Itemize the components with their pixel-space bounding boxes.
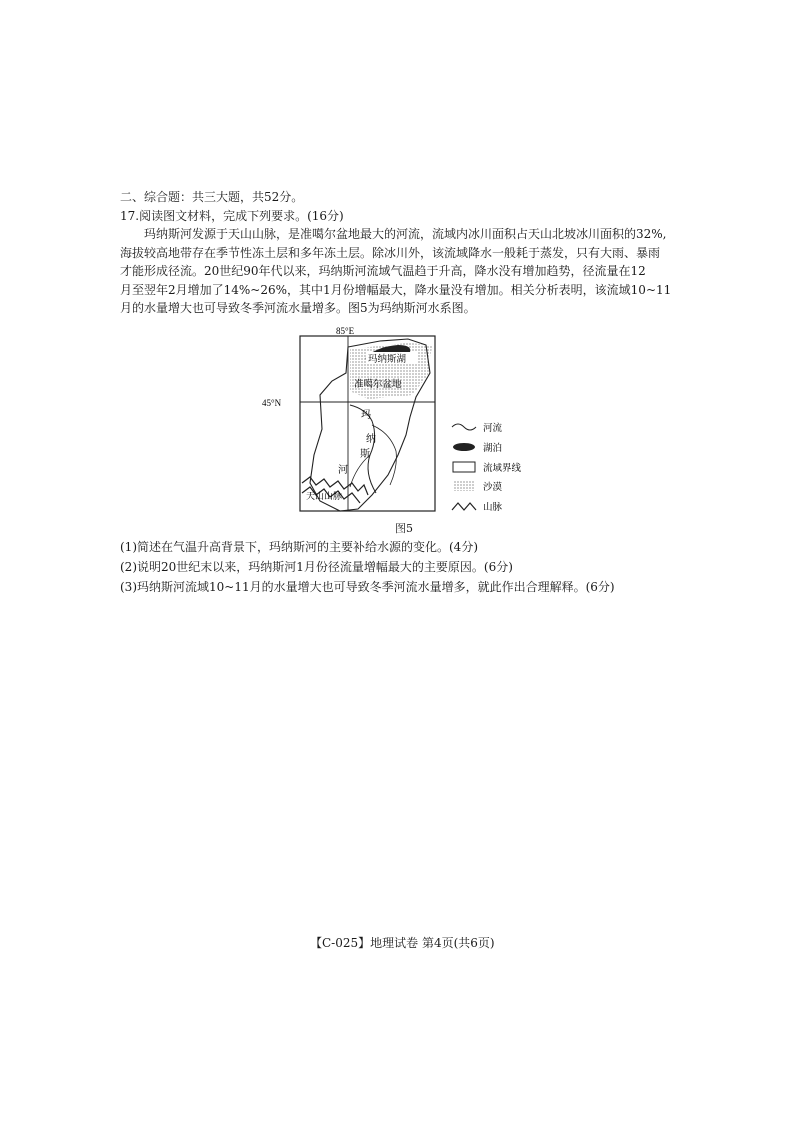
manas-river-map	[262, 325, 540, 520]
mountain-label: 天山山脉	[306, 492, 343, 502]
legend-river-icon	[452, 424, 476, 430]
river-label-char: 纳	[366, 434, 376, 445]
legend-desert-icon	[453, 481, 475, 491]
legend-river: 河流	[483, 423, 503, 434]
legend-desert: 沙漠	[483, 482, 503, 493]
section-title: 二、综合题：共三大题，共52分。	[120, 190, 304, 204]
passage	[120, 225, 672, 318]
page-footer: 【C-025】地理试卷 第4页(共6页)	[310, 936, 495, 950]
legend-lake: 湖泊	[483, 443, 503, 454]
passage-line: 月的水量增大也可导致冬季河流水量增多。图5为玛纳斯河水系图。	[120, 301, 476, 315]
legend-boundary-icon	[453, 462, 475, 472]
legend-lake-icon	[453, 443, 475, 451]
question-3: (3)玛纳斯河流域10~11月的水量增大也可导致冬季河流水量增多，就此作出合理解释。(6分)	[120, 580, 615, 594]
latitude-label: 45°N	[262, 398, 282, 408]
passage-line: 玛纳斯河发源于天山山脉，是准噶尔盆地最大的河流，流域内冰川面积占天山北坡冰川面积的32%,	[144, 227, 667, 241]
longitude-label: 85°E	[336, 326, 355, 336]
figure-caption: 图5	[395, 522, 413, 535]
map-legend	[452, 422, 522, 513]
passage-line: 月至翌年2月增加了14%~26%，其中1月份增幅最大，降水量没有增加。相关分析表明，该流域10~11	[120, 282, 672, 297]
legend-boundary: 流域界线	[483, 463, 522, 474]
passage-line: 才能形成径流。20世纪90年代以来，玛纳斯河流域气温趋于升高，降水没有增加趋势，径流量在12	[120, 264, 646, 278]
question-1: (1)简述在气温升高背景下，玛纳斯河的主要补给水源的变化。(4分)	[120, 540, 478, 554]
question-2: (2)说明20世纪末以来，玛纳斯河1月份径流量增幅最大的主要原因。(6分)	[120, 560, 513, 574]
question-17-heading: 17.阅读图文材料，完成下列要求。(16分)	[120, 209, 344, 223]
lake-label: 玛纳斯湖	[368, 354, 407, 365]
basin-label: 准噶尔盆地	[354, 379, 402, 390]
passage-line: 海拔较高地带存在季节性冻土层和多年冻土层。除冰川外，该流域降水一般耗于蒸发，只有大雨、暴雨	[120, 245, 661, 260]
river-label-char: 玛	[361, 410, 371, 421]
river-label-char: 河	[338, 465, 348, 476]
legend-mountain-icon	[452, 503, 476, 510]
legend-mountain: 山脉	[483, 502, 503, 513]
river-label-char: 斯	[360, 449, 370, 460]
